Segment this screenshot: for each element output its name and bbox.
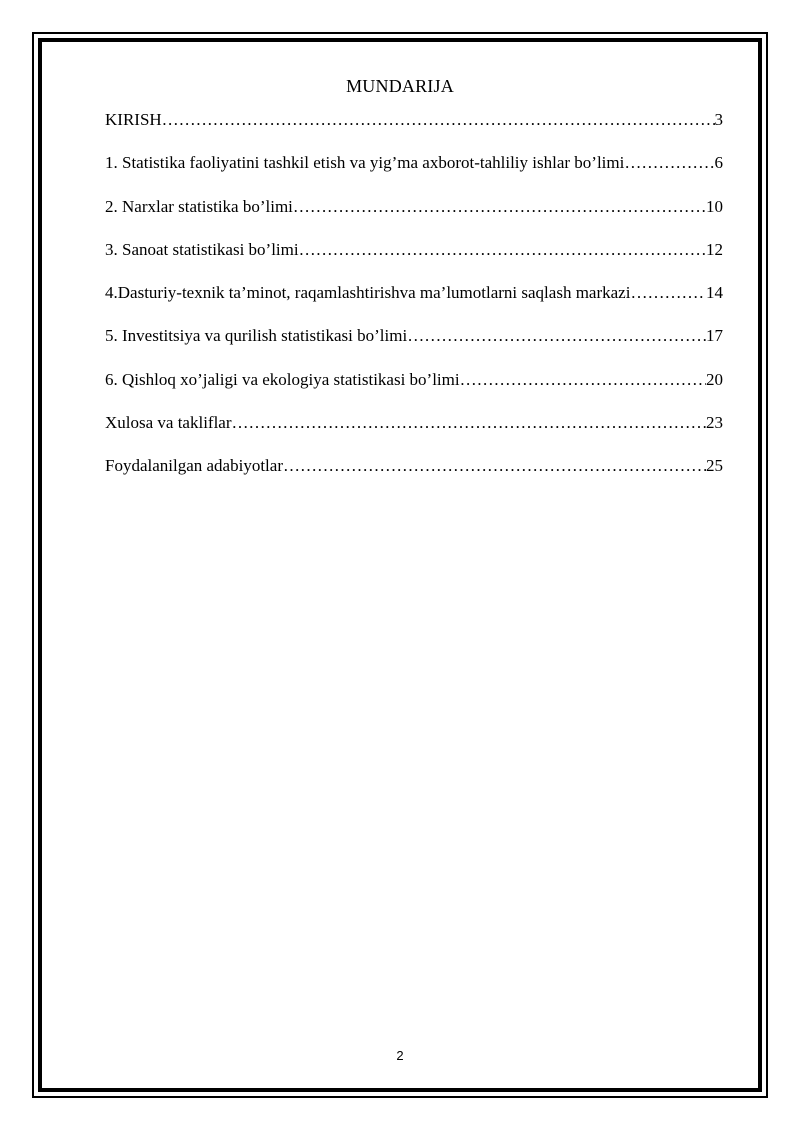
toc-leader-dots <box>624 153 714 173</box>
toc-entry-label: 3. Sanoat statistikasi bo’limi <box>105 239 299 259</box>
toc-entry-page: 3 <box>714 110 723 129</box>
toc-leader-dots <box>407 326 706 346</box>
toc-entry-page: 17 <box>706 326 723 346</box>
toc-leader-dots <box>232 413 706 433</box>
toc-entry-conclusion <box>105 413 723 456</box>
toc-leader-dots <box>283 456 706 476</box>
page-number: 2 <box>396 1048 404 1063</box>
toc-leader-dots <box>630 283 706 303</box>
toc-leader-dots <box>299 240 706 260</box>
toc-entry-references <box>105 456 723 499</box>
toc-entry-label: Foydalanilgan adabiyotlar <box>105 456 283 476</box>
toc-entry-kirish <box>105 110 723 153</box>
toc-leader-dots <box>162 110 715 130</box>
toc-entry-label: 1. Statistika faoliyatini tashkil etish va yig’ma axborot-tahliliy ishlar bo’limi <box>105 153 625 173</box>
toc-entry-section-1 <box>105 153 723 196</box>
toc-entry-page: 20 <box>706 369 723 389</box>
toc-entry-label: Xulosa va takliflar <box>105 413 232 433</box>
toc-entry-page: 10 <box>706 196 723 216</box>
toc-entry-section-3 <box>105 240 723 283</box>
toc-entry-label: 4.Dasturiy-texnik ta’minot, raqamlashtirishva ma’lumotlarni saqlash markazi <box>105 283 631 303</box>
toc-title: MUNDARIJA <box>346 76 454 96</box>
table-of-contents <box>105 110 723 500</box>
toc-entry-label: 2. Narxlar statistika bo’limi <box>105 196 293 216</box>
toc-entry-section-4 <box>105 283 723 326</box>
toc-entry-page: 12 <box>706 239 723 259</box>
toc-entry-label: 6. Qishloq xo’jaligi va ekologiya statistikasi bo’limi <box>105 369 460 389</box>
toc-entry-page: 14 <box>706 283 723 303</box>
toc-leader-dots <box>293 197 706 217</box>
toc-entry-page: 6 <box>714 153 723 173</box>
toc-entry-label: KIRISH <box>105 110 162 129</box>
toc-entry-section-5 <box>105 326 723 369</box>
toc-leader-dots <box>460 370 706 390</box>
toc-entry-label: 5. Investitsiya va qurilish statistikasi bo’limi <box>105 326 408 346</box>
toc-entry-page: 23 <box>706 413 723 433</box>
toc-entry-section-2 <box>105 197 723 240</box>
toc-entry-page: 25 <box>706 456 723 476</box>
toc-entry-section-6 <box>105 370 723 413</box>
